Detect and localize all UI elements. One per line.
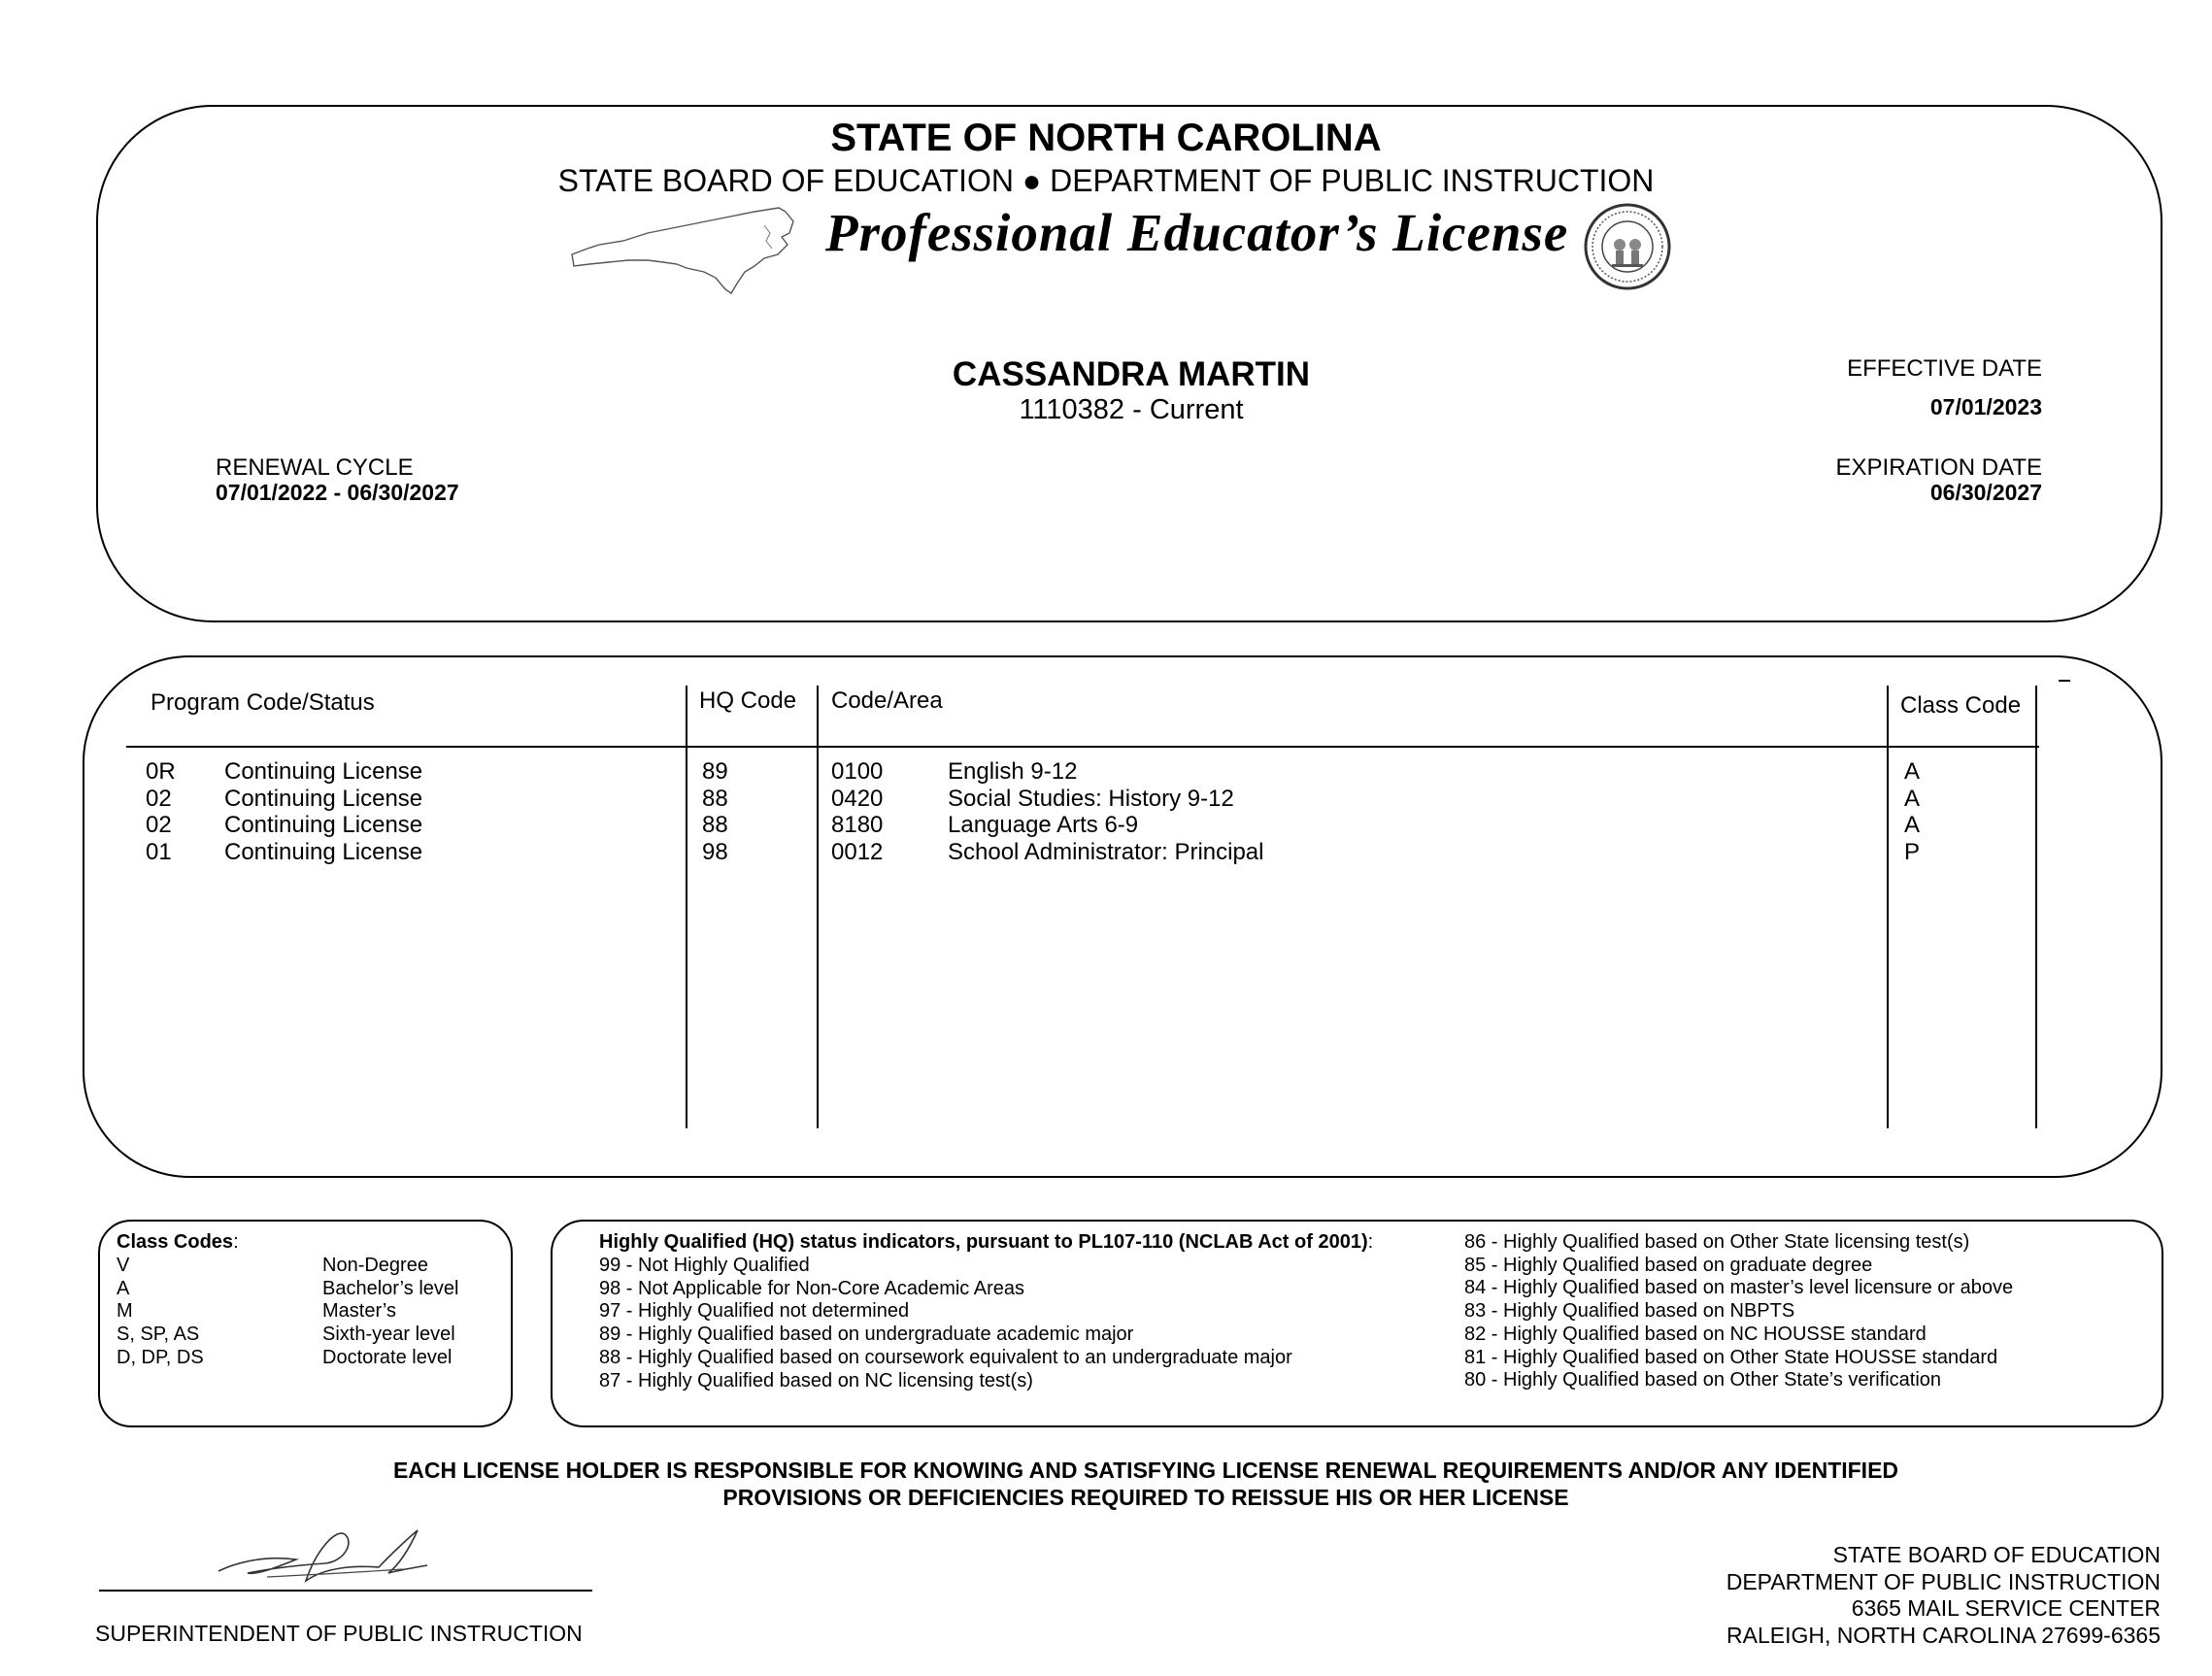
hq-indicator-item: 82 - Highly Qualified based on NC HOUSSE standard [1464, 1323, 1927, 1345]
license-holder-name: CASSANDRA MARTIN [952, 355, 1311, 393]
table-row-class-code: A [1904, 785, 1921, 812]
table-row-status: Continuing License [224, 812, 423, 838]
header-class-code: Class Code [1900, 692, 2022, 719]
table-row-hq-code: 89 [702, 758, 728, 785]
table-row-hq-code: 88 [702, 785, 728, 812]
table-row-area-code: 0012 [831, 838, 884, 865]
class-meaning-list [322, 1255, 458, 1370]
class-code-list [117, 1255, 204, 1370]
class-meaning: Non-Degree [322, 1255, 428, 1276]
address-line: RALEIGH, NORTH CAROLINA 27699-6365 [1726, 1622, 2161, 1648]
hq-indicator-item: 80 - Highly Qualified based on Other State’s verification [1464, 1369, 1942, 1391]
signature-caption: SUPERINTENDENT OF PUBLIC INSTRUCTION [95, 1621, 583, 1646]
north-carolina-map-icon [570, 204, 803, 302]
program-code-column [146, 758, 176, 865]
class-meaning: Bachelor’s level [322, 1277, 459, 1299]
state-seal-icon [1583, 202, 1672, 296]
hq-indicator-item: 99 - Not Highly Qualified [599, 1255, 810, 1276]
table-row-area-code: 0100 [831, 758, 884, 785]
hq-indicator-list-left [599, 1255, 1292, 1392]
hq-code-column [702, 758, 728, 865]
table-row-program-code: 02 [146, 812, 172, 838]
column-divider [1887, 686, 1889, 1128]
table-row-area-code: 8180 [831, 812, 884, 838]
license-table-box [83, 655, 2162, 1178]
effective-date-label: EFFECTIVE DATE [1847, 355, 2042, 382]
class-meaning: Master’s [322, 1300, 396, 1323]
column-divider [686, 686, 687, 1128]
effective-date-value: 07/01/2023 [1929, 394, 2042, 419]
class-codes-title: Class Codes: [117, 1231, 239, 1253]
renewal-cycle-label: RENEWAL CYCLE [216, 454, 414, 481]
area-code-column [831, 758, 883, 865]
table-row-program-code: 02 [146, 785, 172, 812]
table-row-class-code: A [1904, 812, 1921, 838]
table-row-hq-code: 98 [702, 838, 728, 865]
table-row-status: Continuing License [224, 785, 423, 812]
expiration-date-value: 06/30/2027 [1929, 480, 2042, 505]
table-row-area: English 9-12 [948, 758, 1078, 785]
hq-indicator-item: 88 - Highly Qualified based on coursework equivalent to an undergraduate major [599, 1346, 1292, 1368]
class-code: M [117, 1300, 133, 1323]
address-line: STATE BOARD OF EDUCATION [1832, 1542, 2161, 1567]
hq-indicator-item: 87 - Highly Qualified based on NC licensing test(s) [599, 1369, 1033, 1391]
expiration-date-label: EXPIRATION DATE [1835, 454, 2042, 481]
hq-indicator-list-right [1464, 1231, 2013, 1392]
header-program-code-status: Program Code/Status [151, 689, 375, 716]
hq-indicator-item: 89 - Highly Qualified based on undergraduate academic major [599, 1324, 1134, 1346]
hq-indicator-item: 86 - Highly Qualified based on Other State licensing test(s) [1464, 1231, 1970, 1253]
license-id-status: 1110382 - Current [1019, 394, 1244, 425]
class-meaning: Sixth-year level [322, 1324, 455, 1346]
column-divider [2035, 686, 2037, 1128]
table-row-status: Continuing License [224, 758, 423, 785]
column-divider [817, 686, 819, 1128]
superintendent-signature [209, 1523, 432, 1597]
table-row-area: School Administrator: Principal [948, 838, 1264, 865]
class-code: V [117, 1255, 130, 1276]
class-code: S, SP, AS [117, 1324, 200, 1346]
hq-indicator-item: 98 - Not Applicable for Non-Core Academic Areas [599, 1277, 1024, 1299]
header-code-area: Code/Area [831, 687, 943, 714]
table-header-rule [126, 746, 2039, 748]
table-row-status: Continuing License [224, 838, 423, 865]
hq-indicator-item: 81 - Highly Qualified based on Other State HOUSSE standard [1464, 1346, 1998, 1368]
renewal-notice [0, 1457, 2212, 1511]
area-column [948, 758, 1263, 865]
renewal-notice-line: EACH LICENSE HOLDER IS RESPONSIBLE FOR KNOWING AND SATISFYING LICENSE RENEWAL REQUIREMENTS AND/OR ANY IDENTIFIED [392, 1458, 1899, 1483]
license-title: Professional Educator’s License [825, 203, 1569, 262]
renewal-cycle-value: 07/01/2022 - 06/30/2027 [216, 480, 459, 505]
renewal-notice-line: PROVISIONS OR DEFICIENCIES REQUIRED TO REISSUE HIS OR HER LICENSE [722, 1485, 1569, 1510]
table-row-class-code: P [1904, 838, 1921, 865]
header-extra-mark [2059, 680, 2070, 682]
table-row-program-code: 01 [146, 838, 172, 865]
class-code-column [1904, 758, 1920, 865]
hq-indicator-item: 97 - Highly Qualified not determined [599, 1300, 910, 1323]
class-code: A [117, 1277, 130, 1299]
class-code: D, DP, DS [117, 1346, 204, 1368]
agency-line: STATE BOARD OF EDUCATION ● DEPARTMENT OF PUBLIC INSTRUCTION [557, 163, 1655, 198]
hq-indicator-item: 83 - Highly Qualified based on NBPTS [1464, 1300, 1795, 1323]
hq-indicator-item: 85 - Highly Qualified based on graduate degree [1464, 1254, 1873, 1276]
address-line: 6365 MAIL SERVICE CENTER [1851, 1595, 2161, 1621]
class-meaning: Doctorate level [322, 1346, 452, 1368]
hq-indicators-title: Highly Qualified (HQ) status indicators, pursuant to PL107-110 (NCLAB Act of 2001): [599, 1231, 1374, 1253]
issuer-address [1726, 1542, 2161, 1649]
table-row-program-code: 0R [146, 758, 176, 785]
status-column [224, 758, 422, 865]
table-row-area: Social Studies: History 9-12 [948, 785, 1234, 812]
address-line: DEPARTMENT OF PUBLIC INSTRUCTION [1726, 1568, 2161, 1594]
signature-line [99, 1590, 592, 1592]
hq-indicator-item: 84 - Highly Qualified based on master’s level licensure or above [1464, 1277, 2014, 1299]
table-row-class-code: A [1904, 758, 1921, 785]
table-row-hq-code: 88 [702, 812, 728, 838]
table-row-area: Language Arts 6-9 [948, 812, 1139, 838]
state-title: STATE OF NORTH CAROLINA [830, 117, 1382, 159]
table-row-area-code: 0420 [831, 785, 884, 812]
header-hq-code: HQ Code [699, 687, 797, 714]
